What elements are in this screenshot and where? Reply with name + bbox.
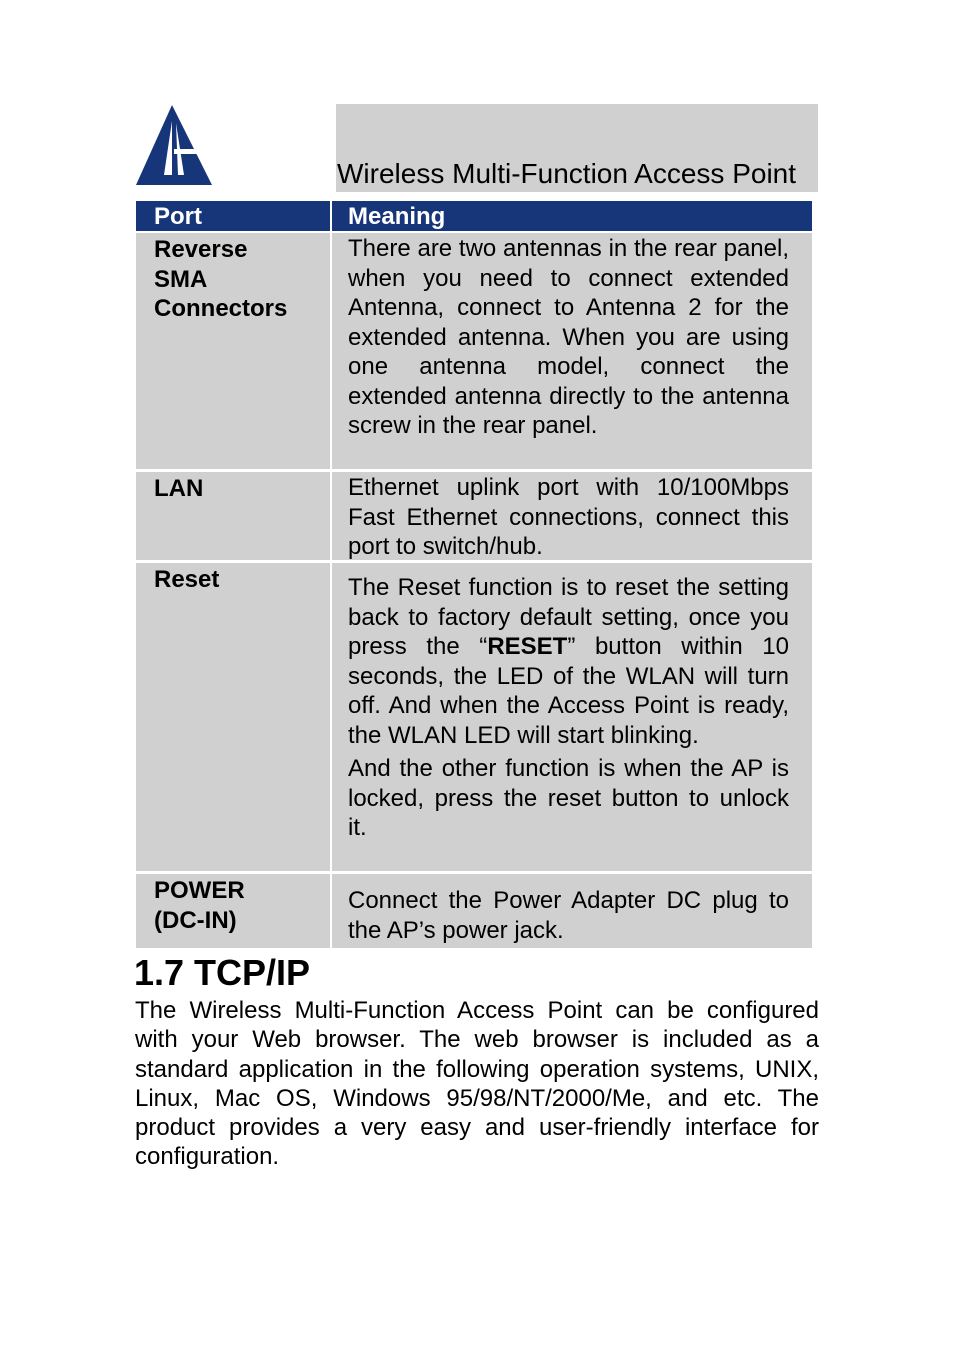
meaning-text: [348, 573, 789, 843]
meaning-cell: [332, 472, 812, 560]
meaning-cell: [332, 874, 812, 948]
port-name-line: Reset: [154, 566, 220, 593]
port-name: [154, 235, 287, 324]
meaning-text-part: The Reset function is to reset the setting back to factory default setting, once you press the “: [348, 574, 789, 660]
port-name: [154, 474, 203, 504]
meaning-text: Connect the Power Adapter DC plug to the AP’s power jack.: [348, 887, 789, 944]
port-cell: [136, 472, 330, 560]
port-cell: [136, 563, 330, 871]
port-cell: [136, 233, 330, 469]
atlantis-logo-icon: [134, 103, 214, 187]
port-name-line: LAN: [154, 475, 204, 502]
port-name-line: Connectors: [154, 295, 288, 322]
meaning-cell: [332, 233, 812, 469]
port-name: [154, 876, 245, 935]
port-cell: [136, 874, 330, 948]
port-name-line: SMA: [154, 265, 208, 293]
meaning-text: Ethernet uplink port with 10/100Mbps Fast Ethernet connections, connect this port to switch/hub.: [348, 474, 789, 560]
port-name: [154, 565, 219, 595]
meaning-column-header: [332, 201, 812, 231]
section-title: 1.7 TCP/IP: [134, 952, 311, 993]
port-name-line: Reverse: [154, 236, 248, 263]
table-row: [136, 233, 812, 469]
table-row: [136, 472, 812, 560]
reset-keyword: RESET: [487, 633, 568, 660]
table-row: [136, 874, 812, 948]
meaning-header-label: Meaning: [348, 203, 446, 230]
meaning-paragraph: And the other function is when the AP is locked, press the reset button to unlock it.: [348, 755, 789, 841]
meaning-text: There are two antennas in the rear panel, when you need to connect extended Antenna, connect to Antenna 2 for the extended antenna. When you are using one antenna model, connect the extended antenna directly to the antenna screw in the rear panel.: [348, 235, 789, 439]
port-header-label: Port: [154, 203, 202, 230]
meaning-paragraph: [348, 573, 789, 750]
meaning-text-part: ” button within 10 seconds, the LED of the WLAN will turn off. And when the Access Point is ready, the WLAN LED will start blinking.: [348, 633, 789, 749]
port-name-line: POWER: [154, 877, 245, 904]
port-name-line: (DC-IN): [154, 906, 237, 934]
meaning-cell: [332, 563, 812, 871]
page-header-title: Wireless Multi-Function Access Point: [337, 158, 797, 189]
section-body: The Wireless Multi-Function Access Point can be configured with your Web browser. The web browser is included as a standard application in the following operation systems, UNIX, Linux, Mac OS, Windows 95/98/NT/2000/Me, and etc. The product provides a very easy and user-friendly interface for configuration.: [135, 997, 819, 1171]
port-column-header: [136, 201, 330, 231]
table-header-row: [136, 201, 812, 231]
table-row: [136, 563, 812, 871]
